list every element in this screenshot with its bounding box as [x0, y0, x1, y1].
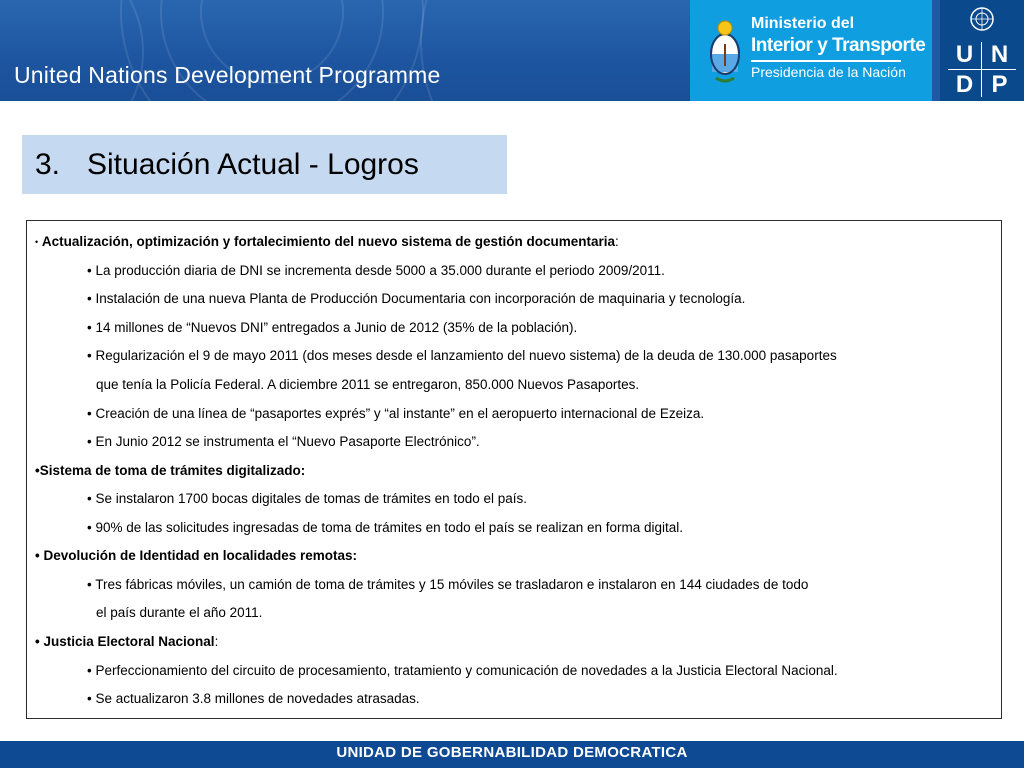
list-item-continuation: que tenía la Policía Federal. A diciembre 2011 se entregaron, 850.000 Nuevos Pasaportes. — [96, 377, 640, 392]
list-item: • 90% de las solicitudes ingresadas de toma de trámites en todo el país se realizan en forma digital. — [87, 520, 684, 535]
undp-letter-u: U — [955, 41, 974, 68]
undp-letter-n: N — [990, 41, 1009, 68]
ministry-line-2: Interior y Transporte — [751, 35, 926, 56]
section-1-colon: : — [615, 234, 619, 249]
slide-title-box — [22, 135, 507, 194]
content-box — [26, 220, 1002, 719]
undp-grid-vline — [981, 42, 982, 97]
undp-letter-p: P — [991, 71, 1008, 98]
ministry-logo — [690, 0, 932, 101]
list-item: • Creación de una línea de “pasaportes exprés” y “al instante” en el aeropuerto internacional de Ezeiza. — [87, 406, 705, 421]
section-1-bullet: • — [35, 237, 39, 247]
un-emblem-icon — [969, 6, 995, 32]
section-3-title: • Devolución de Identidad en localidades remotas: — [35, 548, 358, 563]
ministry-divider — [751, 60, 901, 62]
list-item: • Se actualizaron 3.8 millones de novedades atrasadas. — [87, 691, 420, 706]
section-1-heading — [35, 234, 619, 249]
section-2-heading — [35, 463, 305, 478]
section-4-title: • Justicia Electoral Nacional — [35, 634, 215, 649]
program-title: United Nations Development Programme — [14, 62, 441, 88]
list-item: • En Junio 2012 se instrumenta el “Nuevo Pasaporte Electrónico”. — [87, 434, 480, 449]
list-item: • La producción diaria de DNI se incrementa desde 5000 a 35.000 durante el periodo 2009/2011. — [87, 263, 665, 278]
list-item: • Se instalaron 1700 bocas digitales de tomas de trámites en todo el país. — [87, 491, 527, 506]
list-item: • Perfeccionamiento del circuito de procesamiento, tratamiento y comunicación de novedades a la Justicia Electoral Nacional. — [87, 663, 838, 678]
list-item: • Regularización el 9 de mayo 2011 (dos meses desde el lanzamiento del nuevo sistema) de la deuda de 130.000 pasaportes — [87, 348, 837, 363]
ministry-line-3: Presidencia de la Nación — [751, 64, 906, 80]
undp-letter-d: D — [955, 71, 974, 98]
ministry-line-1: Ministerio del — [751, 15, 855, 32]
section-2-title: •Sistema de toma de trámites digitalizado: — [35, 463, 306, 478]
list-item: • Tres fábricas móviles, un camión de toma de trámites y 15 móviles se trasladaron e instalaron en 144 ciudades de todo — [87, 577, 809, 592]
list-item: • 14 millones de “Nuevos DNI” entregados a Junio de 2012 (35% de la población). — [87, 320, 578, 335]
undp-grid-hline — [948, 69, 1016, 70]
section-4-colon: : — [214, 634, 219, 649]
section-3-heading — [35, 548, 357, 563]
header-banner — [0, 0, 1024, 101]
section-1-title: Actualización, optimización y fortalecimiento del nuevo sistema de gestión documentaria — [41, 234, 616, 249]
section-4-heading — [35, 634, 218, 649]
footer-bar — [0, 741, 1024, 768]
list-item: • Instalación de una nueva Planta de Producción Documentaria con incorporación de maquinaria y tecnología. — [87, 291, 746, 306]
list-item-continuation: el país durante el año 2011. — [96, 605, 263, 620]
slide-number: 3. — [35, 148, 61, 181]
undp-logo — [940, 0, 1024, 101]
footer-text: UNIDAD DE GOBERNABILIDAD DEMOCRATICA — [336, 744, 688, 761]
argentina-crest-icon — [708, 14, 742, 86]
slide-title: Situación Actual - Logros — [87, 148, 419, 181]
